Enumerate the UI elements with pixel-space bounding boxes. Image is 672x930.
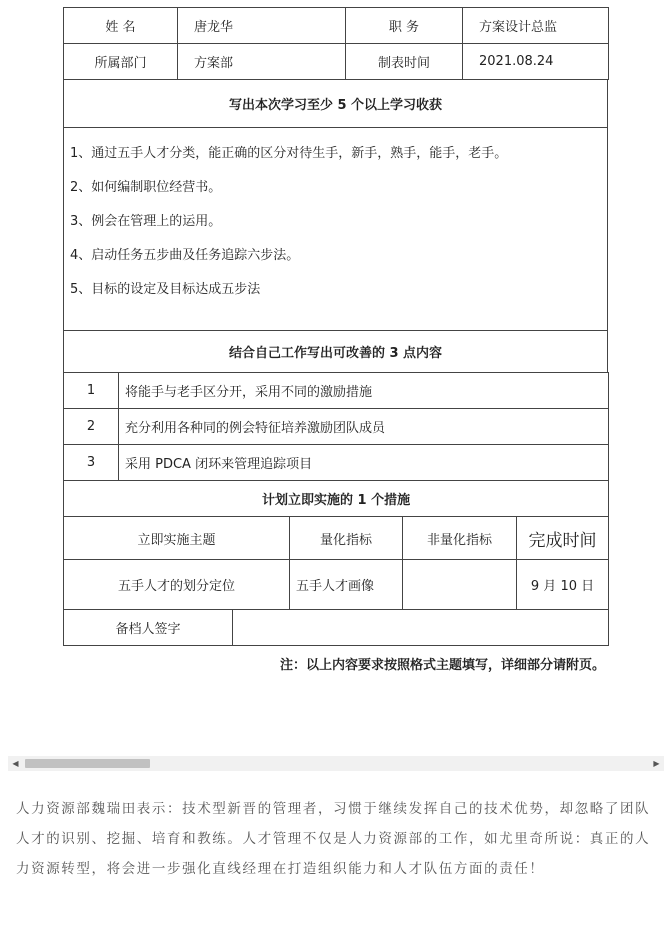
learning-item: 2、如何编制职位经营书。 [70,180,222,195]
scroll-right-icon[interactable]: ▶ [653,759,660,768]
learning-title: 写出本次学习至少 5 个以上学习收获 [64,80,608,128]
name-label: 姓 名 [64,8,178,44]
plan-table [63,480,609,610]
position-value: 方案设计总监 [463,8,609,44]
plan-title: 计划立即实施的 1 个措施 [64,481,609,517]
improve-title: 结合自己工作写出可改善的 3 点内容 [64,331,608,373]
improve-table [63,372,609,481]
plan-theme: 五手人才的划分定位 [64,560,290,610]
improve-text: 充分利用各种同的例会特征培养激励团队成员 [119,409,609,445]
plan-time: 9 月 10 日 [517,560,609,610]
article-paragraph: 人力资源部魏瑞田表示：技术型新晋的管理者，习惯于继续发挥自己的技术优势，却忽略了团队人才的识别、挖掘、培育和教练。人才管理不仅是人力资源部的工作，如尤里奇所说：真正的人力资源转型，将会进一步强化直线经理在打造组织能力和人才队伍方面的责任！ [16,801,651,877]
date-value: 2021.08.24 [463,44,609,80]
plan-nonquant [403,560,517,610]
improve-no: 3 [64,445,119,481]
learning-item: 1、通过五手人才分类，能正确的区分对待生手，新手，熟手，能手，老手。 [70,146,508,161]
learning-report-form [63,0,608,646]
learning-list [64,128,608,331]
improve-no: 1 [64,373,119,409]
form-note: 注：以上内容要求按照格式主题填写，详细部分请附页。 [279,658,605,673]
col-quant: 量化指标 [290,517,403,560]
name-value: 唐龙华 [178,8,346,44]
header-table [63,7,609,80]
dept-label: 所属部门 [64,44,178,80]
plan-quant: 五手人才画像 [290,560,403,610]
learning-item: 4、启动任务五步曲及任务追踪六步法。 [70,248,300,263]
improve-text: 将能手与老手区分开，采用不同的激励措施 [119,373,609,409]
horizontal-scrollbar[interactable] [8,756,664,771]
improve-no: 2 [64,409,119,445]
improve-text: 采用 PDCA 闭环来管理追踪项目 [119,445,609,481]
scroll-left-icon[interactable]: ◀ [12,759,19,768]
col-nonquant: 非量化指标 [403,517,517,560]
learning-item: 5、目标的设定及目标达成五步法 [70,282,261,297]
col-theme: 立即实施主题 [64,517,290,560]
position-label: 职 务 [346,8,463,44]
col-time: 完成时间 [517,517,609,560]
learning-item: 3、例会在管理上的运用。 [70,214,222,229]
scrollbar-thumb[interactable] [25,759,150,768]
learning-table [63,79,608,373]
dept-value: 方案部 [178,44,346,80]
archive-signature-field [233,610,609,646]
archive-table [63,609,609,646]
date-label: 制表时间 [346,44,463,80]
archive-label: 备档人签字 [64,610,233,646]
